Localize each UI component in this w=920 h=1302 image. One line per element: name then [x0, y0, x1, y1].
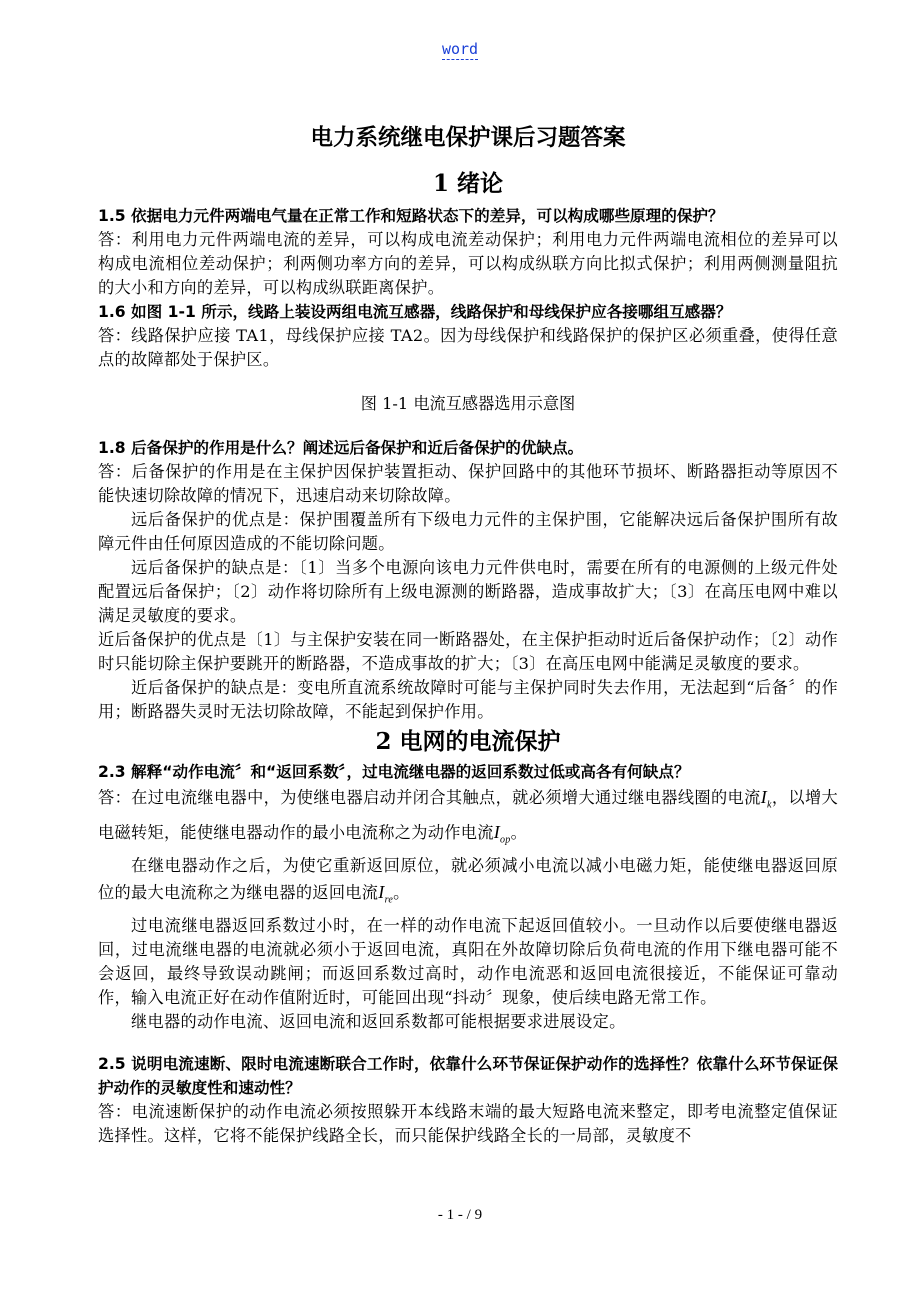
answer-2-3-para-3: 过电流继电器返回系数过小时，在一样的动作电流下起返回值较小。一旦动作以后要使继电器返回，过电流继电器的电流就必须小于返回电流，真阳在外故障切除后负荷电流的作用下继电器可能不会返回，最终导致误动跳闸；而返回系数过高时，动作电流恶和返回电流很接近，不能保证可靠动作，输入电流正好在动作值附近时，可能回出现“抖动〞现象，使后续电路无常工作。 [98, 915, 838, 1007]
page-number: - 1 - / 9 [437, 1207, 483, 1223]
document-title: 电力系统继电保护课后习题答案 [310, 125, 626, 151]
current-symbol-ire-base: I [378, 882, 385, 903]
document-content [98, 120, 838, 1148]
answer-2-5: 答：电流速断保护的动作电流必须按照躲开本线路末端的最大短路电流来整定，即考电流整定值保证选择性。这样，它将不能保护线路全长，而只能保护线路全长的一局部，灵敏度不 [98, 1101, 838, 1145]
current-symbol-ik-sub: k [766, 799, 772, 811]
chapter-2-heading: 2 电网的电流保护 [375, 728, 561, 755]
answer-2-3-para-1-text-b: ，以增大电磁转矩，能使继电器动作的最小电流称之为动作电流 [98, 788, 839, 842]
current-symbol-ire [378, 882, 394, 906]
chapter-1-heading: 1 绪论 [432, 170, 503, 197]
current-symbol-ik [760, 787, 772, 811]
current-symbol-iop-sub: op [500, 834, 511, 846]
answer-2-3-para-2-text-a: 在继电器动作之后，为使它重新返回原位，就必须减小电流以减小电磁力矩，能使继电器返回原位的最大电流称之为继电器的返回电流 [98, 856, 838, 903]
answer-1-8-para-2: 远后备保护的优点是：保护围覆盖所有下级电力元件的主保护围，它能解决远后备保护围所有故障元件由任何原因造成的不能切除问题。 [98, 510, 838, 553]
question-1-8: 1.8 后备保护的作用是什么？阐述远后备保护和近后备保护的优缺点。 [98, 439, 584, 457]
current-symbol-iop [493, 821, 511, 846]
answer-1-8-para-1: 答：后备保护的作用是在主保护因保护装置拒动、保护回路中的其他环节损坏、断路器拒动等原因不能快速切除故障的情况下，迅速启动来切除故障。 [98, 462, 838, 505]
answer-2-3-para-2-text-c: 。 [393, 883, 410, 903]
question-2-3: 2.3 解释“动作电流〞和“返回系数〞，过电流继电器的返回系数过低或高各有何缺点？ [98, 763, 690, 781]
answer-1-8-para-5: 近后备保护的缺点是：变电所直流系统故障时可能与主保护同时失去作用，无法起到“后备〞的作用；断路器失灵时无法切除故障，不能起到保护作用。 [98, 678, 838, 721]
current-symbol-ik-base: I [760, 787, 767, 807]
answer-1-5: 答：利用电力元件两端电流的差异，可以构成电流差动保护；利用电力元件两端电流相位的差异可以构成电流相位差动保护；利两侧功率方向的差异，可以构成纵联方向比拟式保护；利用两侧测量阻抗的大小和方向的差异，可以构成纵联距离保护。 [98, 230, 838, 297]
question-2-5: 2.5 说明电流速断、限时电流速断联合工作时，依靠什么环节保证保护动作的选择性？依靠什么环节保证保护动作的灵敏度性和速动性？ [98, 1054, 838, 1097]
section-spacer [98, 1034, 838, 1052]
answer-2-3-para-1-text-a: 答：在过电流继电器中，为使继电器启动并闭合其触点，就必须增大通过继电器线圈的电流 [98, 788, 761, 807]
header-word-link-container [0, 40, 920, 58]
current-symbol-iop-base: I [493, 821, 500, 842]
question-1-5: 1.5 依据电力元件两端电气量在正常工作和短路状态下的差异，可以构成哪些原理的保护？ [98, 207, 724, 225]
answer-2-3-para-2 [98, 853, 838, 914]
answer-2-3-para-1 [98, 784, 838, 853]
answer-1-8-para-3: 远后备保护的缺点是：〔1〕当多个电源向该电力元件供电时，需要在所有的电源侧的上级元件处配置远后备保护；〔2〕动作将切除所有上级电源测的断路器，造成事故扩大；〔3〕在高压电网中难以满足灵敏度的要求。 [98, 558, 838, 625]
question-1-6: 1.6 如图 1-1 所示，线路上装设两组电流互感器，线路保护和母线保护应各接哪组互感器？ [98, 303, 732, 321]
answer-1-8-para-4: 近后备保护的优点是〔1〕与主保护安装在同一断路器处，在主保护拒动时近后备保护动作；〔2〕动作时只能切除主保护要跳开的断路器，不造成事故的扩大；〔3〕在高压电网中能满足灵敏度的要求。 [98, 630, 838, 673]
current-symbol-ire-sub: re [384, 894, 394, 906]
header-word-link[interactable]: word [441, 40, 479, 58]
answer-1-6: 答：线路保护应接 TA1，母线保护应接 TA2。因为母线保护和线路保护的保护区必须重叠，使得任意点的故障都处于保护区。 [98, 326, 838, 369]
answer-2-3-para-1-text-c: 。 [510, 822, 528, 842]
figure-1-1-caption: 图 1-1 电流互感器选用示意图 [360, 394, 576, 413]
answer-2-3-para-4: 继电器的动作电流、返回电流和返回系数都可能根据要求进展设定。 [131, 1011, 626, 1031]
